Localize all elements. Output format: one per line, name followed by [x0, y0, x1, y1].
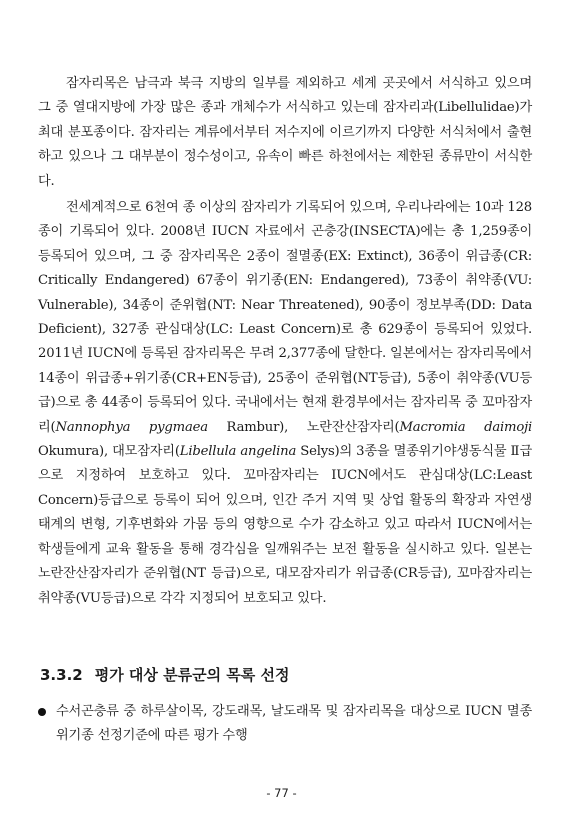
- paragraph-2-text: Rambur), 노란잔산잠자리(: [207, 419, 400, 435]
- section-heading: [40, 664, 290, 685]
- body-paragraph-2: [38, 196, 532, 611]
- species-name-macromia: Macromia daimoji: [399, 419, 532, 435]
- bullet-text: 수서곤충류 중 하루살이목, 강도래목, 날도래목 및 잠자리목을 대상으로 IUCN 멸종위기종 선정기준에 따른 평가 수행: [56, 704, 532, 744]
- species-name-libellula: Libellula angelina: [179, 444, 297, 460]
- body-paragraph-1: 잠자리목은 남극과 북극 지방의 일부를 제외하고 세계 곳곳에서 서식하고 있으며 그 중 열대지방에 가장 많은 종과 개체수가 서식하고 있는데 잠자리과(Libellulidae)가 최대 분포종이다. 잠자리는 계류에서부터 저수지에 이르기까지 다양한 서식처에서 출현하고 있으나 그 대부분이 정수성이고, 유속이 빠른 하천에서는 제한된 종류만이 서식한다.: [38, 76, 532, 189]
- page-number: - 77 -: [266, 786, 297, 800]
- bullet-list-item: [38, 700, 532, 749]
- paragraph-2-text: 전세계적으로 6천여 종 이상의 잠자리가 기록되어 있으며, 우리나라에는 10과 128종이 기록되어 있다. 2008년 IUCN 자료에서 곤충강(INSECTA)에는 총 1,259종이 등록되어 있으며, 그 중 잠자리목은 2종이 절멸종(EX: Extinct), 36종이 위급종(CR: Critically Endangered) 67종이 위기종(EN: Endangered), 73종이 취약종(VU: Vulnerable), 34종이 준위협(NT: Near Threatened), 90종이 정보부족(DD: Data Deficient), 327종 관심대상(LC: Least Concern)로 총 629종이 등록되어 있었다. 2011년 IUCN에 등록된 잠자리목은 무려 2,377종에 달한다. 일본에서는 잠자리목에서 14종이 위급종+위기종(CR+EN등급), 25종이 준위협(NT등급), 5종이 취약종(VU등급)으로 총 44종이 등록되어 있다. 국내에서는 현재 환경부에서는 잠자리목 중 꼬마잠자리(: [38, 200, 532, 435]
- bullet-icon: [38, 708, 46, 716]
- section-title: 평가 대상 분류군의 목록 선정: [94, 666, 290, 684]
- section-number: 3.3.2: [40, 666, 83, 684]
- paragraph-2-text: Okumura), 대모잠자리(: [38, 444, 180, 460]
- species-name-nannophya: Nannophya pygmaea: [55, 419, 208, 435]
- paragraph-2-text: Selys)의 3종을 멸종위기야생동식물 Ⅱ급으로 지정하여 보호하고 있다. 꼬마잠자리는 IUCN에서도 관심대상(LC:Least Concern)등급으로 등록이 되어 있으며, 인간 주거 지역 및 상업 활동의 확장과 자연생태계의 변형, 기후변화와 가뭄 등의 영향으로 수가 감소하고 있고 따라서 IUCN에서는 학생들에게 교육 활동을 통해 경각심을 일깨워주는 보전 활동을 실시하고 있다. 일본는 노란잔산잠자리가 준위협(NT 등급)으로, 대모잠자리가 위급종(CR등급), 꼬마잠자리는 취약종(VU등급)으로 각각 지정되어 보호되고 있다.: [38, 444, 532, 606]
